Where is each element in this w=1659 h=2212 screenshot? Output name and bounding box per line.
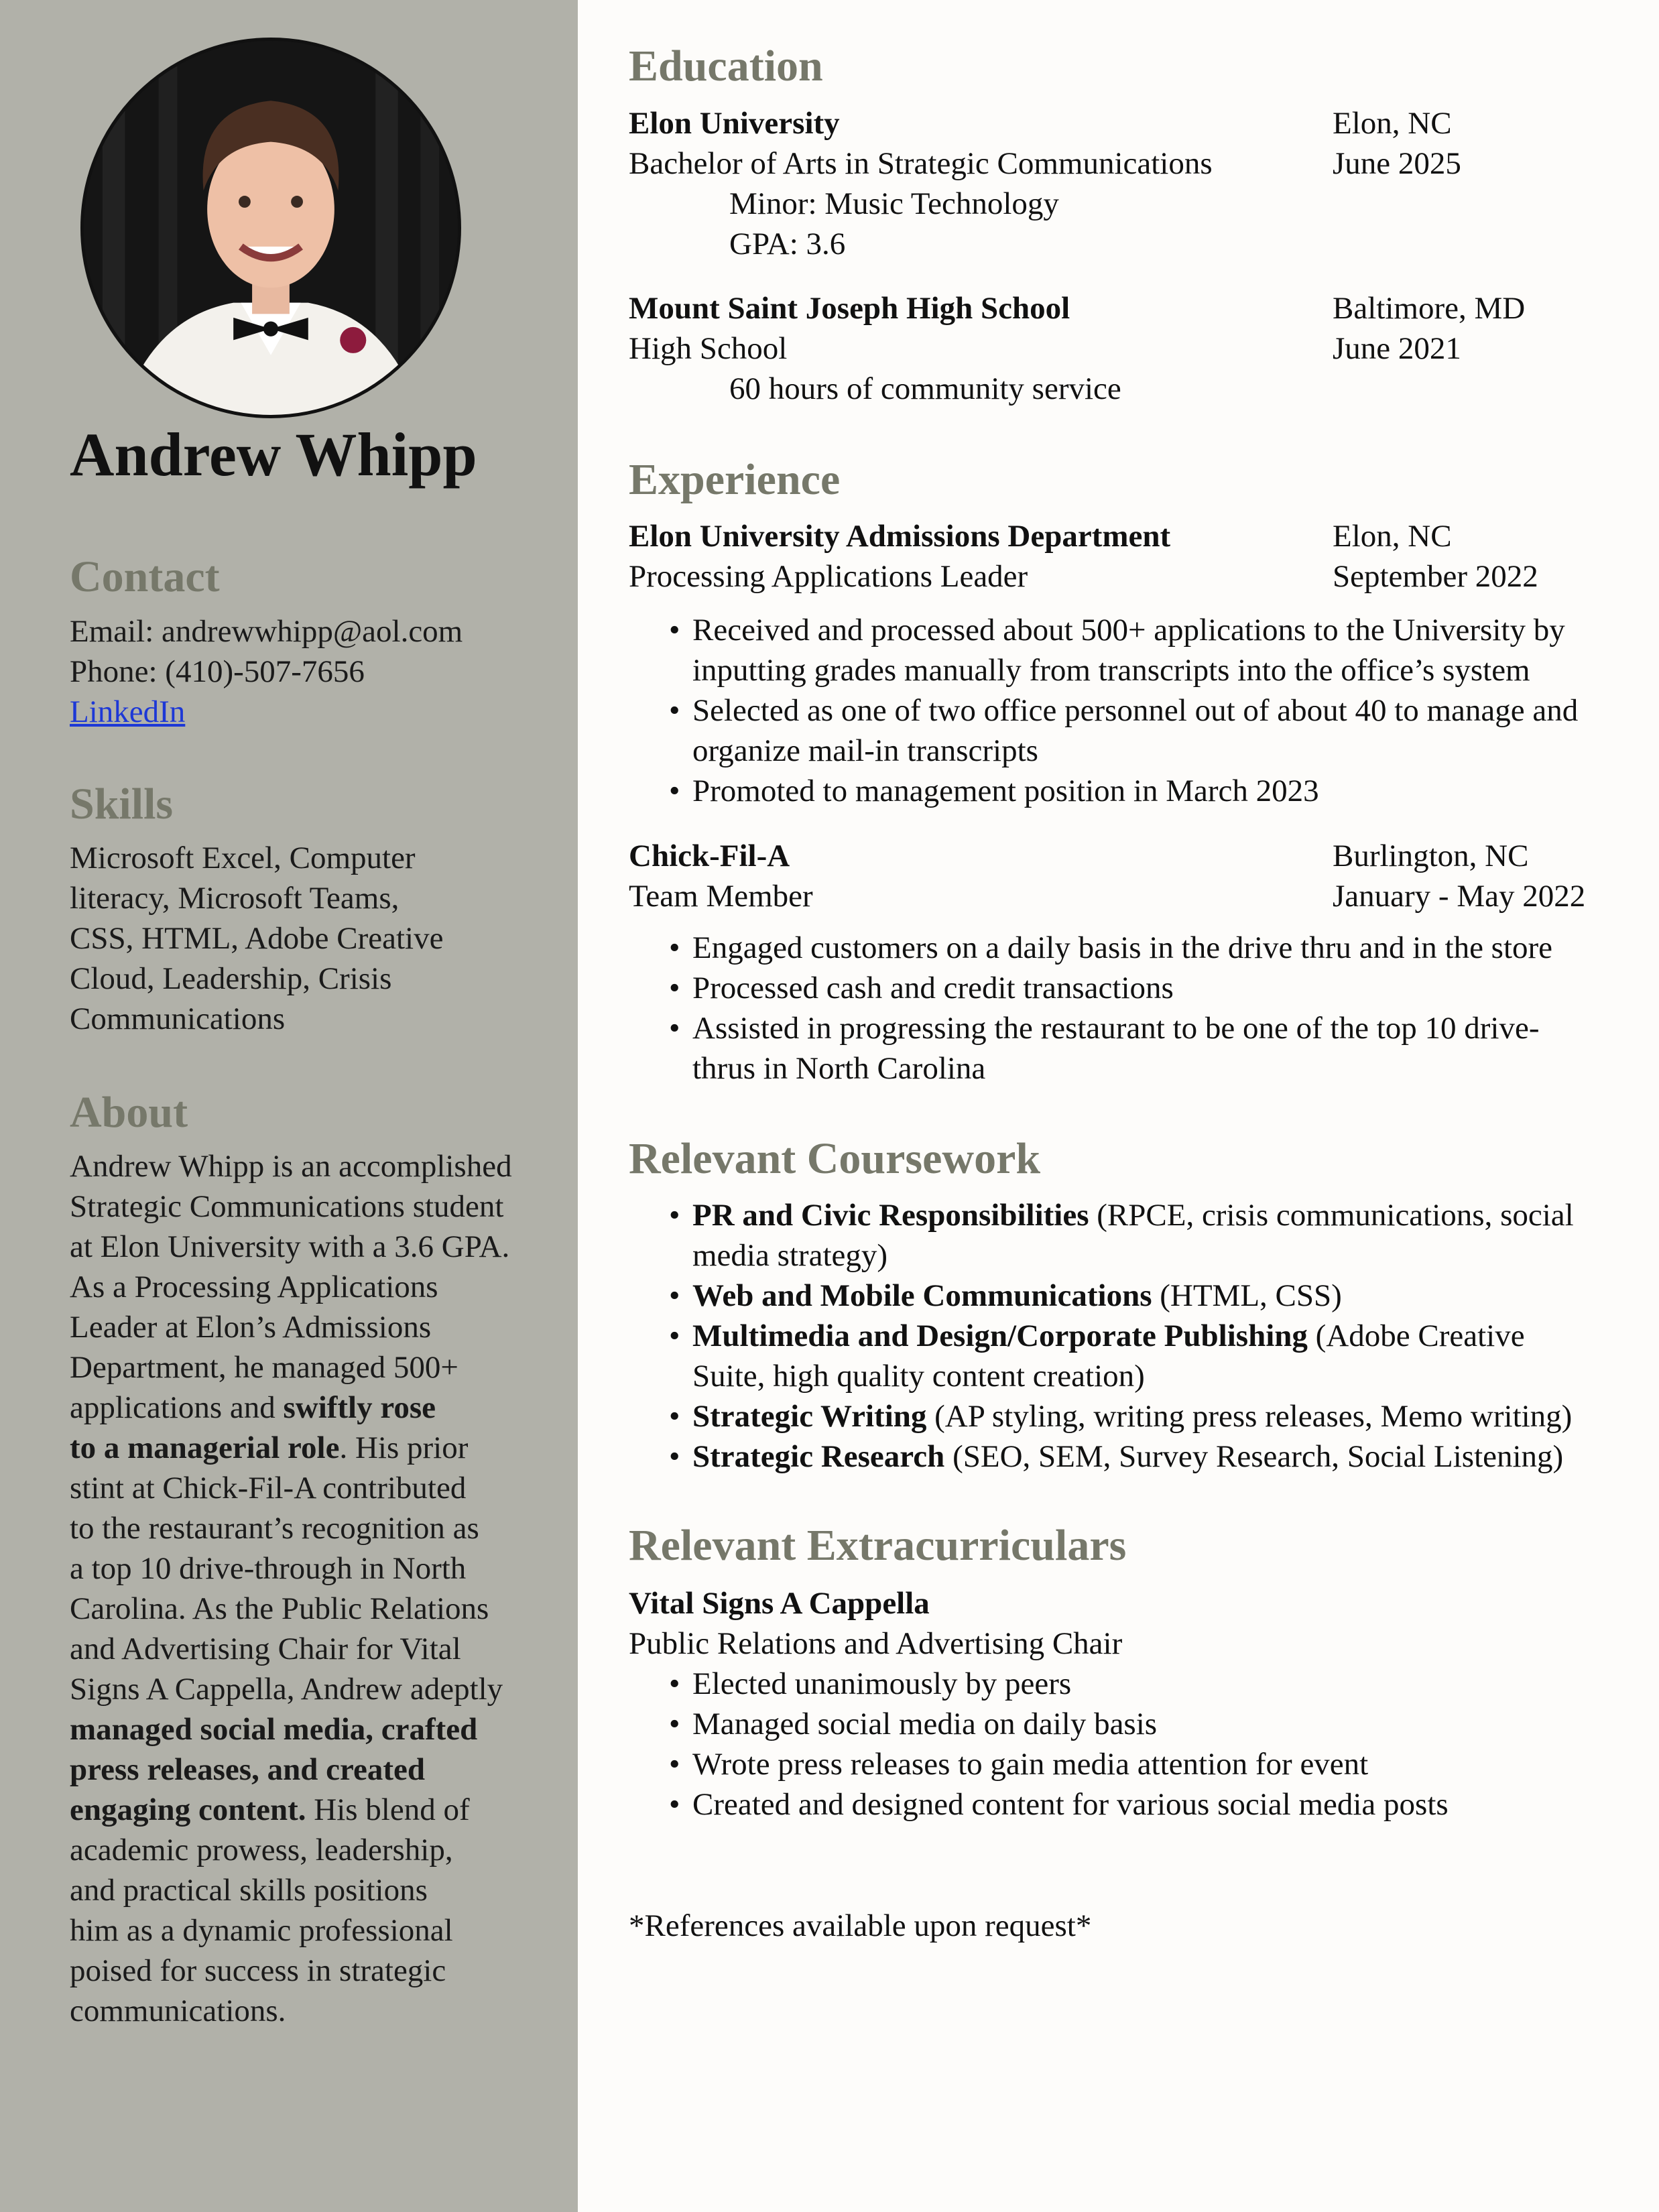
contact-block — [70, 611, 552, 732]
references-note: *References available upon request* — [629, 1908, 1092, 1943]
skills-line: Microsoft Excel, Computer — [70, 841, 416, 875]
about-line: at Elon University with a 3.6 GPA. — [70, 1229, 510, 1264]
list-item: • Promoted to management position in March 2023 — [629, 771, 1648, 811]
email-text: Email: andrewwhipp@aol.com — [70, 614, 463, 649]
school-detail: Minor: Music Technology — [729, 186, 1059, 221]
about-line: applications and swiftly rose — [70, 1390, 436, 1425]
skills-line: CSS, HTML, Adobe Creative — [70, 921, 444, 956]
job-title: Processing Applications Leader — [629, 559, 1028, 594]
skills-line: Communications — [70, 1001, 286, 1036]
job-date: September 2022 — [1333, 559, 1538, 594]
about-line: to a managerial role. His prior — [70, 1430, 469, 1465]
about-line: Signs A Cappella, Andrew adeptly — [70, 1672, 503, 1707]
list-item: • Strategic Writing (AP styling, writing press releases, Memo writing) — [629, 1396, 1648, 1436]
about-line: engaging content. His blend of — [70, 1792, 470, 1827]
job-location: Burlington, NC — [1333, 839, 1529, 873]
skills-line: Cloud, Leadership, Crisis — [70, 961, 392, 996]
experience-heading: Experience — [629, 455, 841, 504]
school-location: Elon, NC — [1333, 106, 1452, 141]
about-line: communications. — [70, 1993, 286, 2028]
portrait-photo-icon — [84, 41, 458, 415]
phone-text: Phone: (410)-507-7656 — [70, 654, 365, 689]
list-item: • Engaged customers on a daily basis in the drive thru and in the store — [629, 928, 1648, 968]
extracurriculars-heading: Relevant Extracurriculars — [629, 1521, 1127, 1570]
about-line: Andrew Whipp is an accomplished — [70, 1149, 512, 1184]
school-degree: High School — [629, 331, 788, 366]
contact-heading: Contact — [70, 552, 220, 601]
job-bullets — [629, 928, 1648, 1089]
job-location: Elon, NC — [1333, 519, 1452, 554]
about-line: a top 10 drive-through in North — [70, 1551, 467, 1586]
school-date: June 2025 — [1333, 146, 1461, 181]
about-line: Department, he managed 500+ — [70, 1350, 458, 1385]
education-heading: Education — [629, 42, 823, 90]
list-item: • Strategic Research (SEO, SEM, Survey Research, Social Listening) — [629, 1436, 1648, 1477]
about-line: poised for success in strategic — [70, 1953, 446, 1988]
about-line: and practical skills positions — [70, 1873, 428, 1908]
skills-line: literacy, Microsoft Teams, — [70, 881, 400, 916]
about-line: Strategic Communications student — [70, 1189, 504, 1224]
linkedin-link[interactable]: LinkedIn — [70, 694, 186, 729]
list-item: • Assisted in progressing the restaurant to be one of the top 10 drive- thrus in North Carolina — [629, 1008, 1648, 1089]
job-org: Elon University Admissions Department — [629, 519, 1171, 554]
list-item: • Received and processed about 500+ applications to the University by inputting grades manually from transcripts into the office’s system — [629, 610, 1648, 690]
coursework-list — [629, 1195, 1648, 1477]
list-item: • Web and Mobile Communications (HTML, CSS) — [629, 1276, 1648, 1316]
school-detail: GPA: 3.6 — [729, 227, 846, 261]
job-org: Chick-Fil-A — [629, 839, 790, 873]
list-item: • Processed cash and credit transactions — [629, 968, 1648, 1008]
extracurricular-bullets — [629, 1664, 1648, 1825]
about-line: stint at Chick-Fil-A contributed — [70, 1471, 467, 1506]
full-name: Andrew Whipp — [70, 420, 477, 489]
skills-block — [70, 838, 552, 1039]
extracurricular-org: Vital Signs A Cappella — [629, 1586, 930, 1621]
skills-heading: Skills — [70, 780, 174, 828]
about-line: him as a dynamic professional — [70, 1913, 453, 1948]
school-name: Mount Saint Joseph High School — [629, 291, 1070, 326]
list-item: • Wrote press releases to gain media attention for event — [629, 1744, 1648, 1784]
about-line: managed social media, crafted — [70, 1712, 478, 1747]
school-location: Baltimore, MD — [1333, 291, 1526, 326]
about-line: Leader at Elon’s Admissions — [70, 1310, 432, 1345]
about-line: academic prowess, leadership, — [70, 1833, 453, 1867]
list-item: • Managed social media on daily basis — [629, 1704, 1648, 1744]
about-line: As a Processing Applications — [70, 1270, 438, 1304]
job-bullets — [629, 610, 1648, 811]
job-title: Team Member — [629, 879, 813, 914]
list-item: • PR and Civic Responsibilities (RPCE, crisis communications, social media strategy) — [629, 1195, 1648, 1276]
about-line: and Advertising Chair for Vital — [70, 1632, 461, 1666]
about-heading: About — [70, 1088, 188, 1137]
school-degree: Bachelor of Arts in Strategic Communications — [629, 146, 1213, 181]
list-item: • Multimedia and Design/Corporate Publishing (Adobe Creative Suite, high quality content creation) — [629, 1316, 1648, 1396]
about-block — [70, 1146, 552, 2031]
about-line: press releases, and created — [70, 1752, 425, 1787]
school-name: Elon University — [629, 106, 840, 141]
about-line: Carolina. As the Public Relations — [70, 1591, 489, 1626]
school-detail: 60 hours of community service — [729, 371, 1121, 406]
about-line: to the restaurant’s recognition as — [70, 1511, 479, 1546]
list-item: • Selected as one of two office personnel out of about 40 to manage and organize mail-in transcripts — [629, 690, 1648, 771]
school-date: June 2021 — [1333, 331, 1461, 366]
profile-photo — [80, 38, 461, 418]
list-item: • Elected unanimously by peers — [629, 1664, 1648, 1704]
coursework-heading: Relevant Coursework — [629, 1134, 1041, 1183]
list-item: • Created and designed content for various social media posts — [629, 1784, 1648, 1825]
extracurricular-role: Public Relations and Advertising Chair — [629, 1626, 1123, 1661]
sidebar — [0, 0, 578, 2212]
job-date: January - May 2022 — [1333, 879, 1586, 914]
